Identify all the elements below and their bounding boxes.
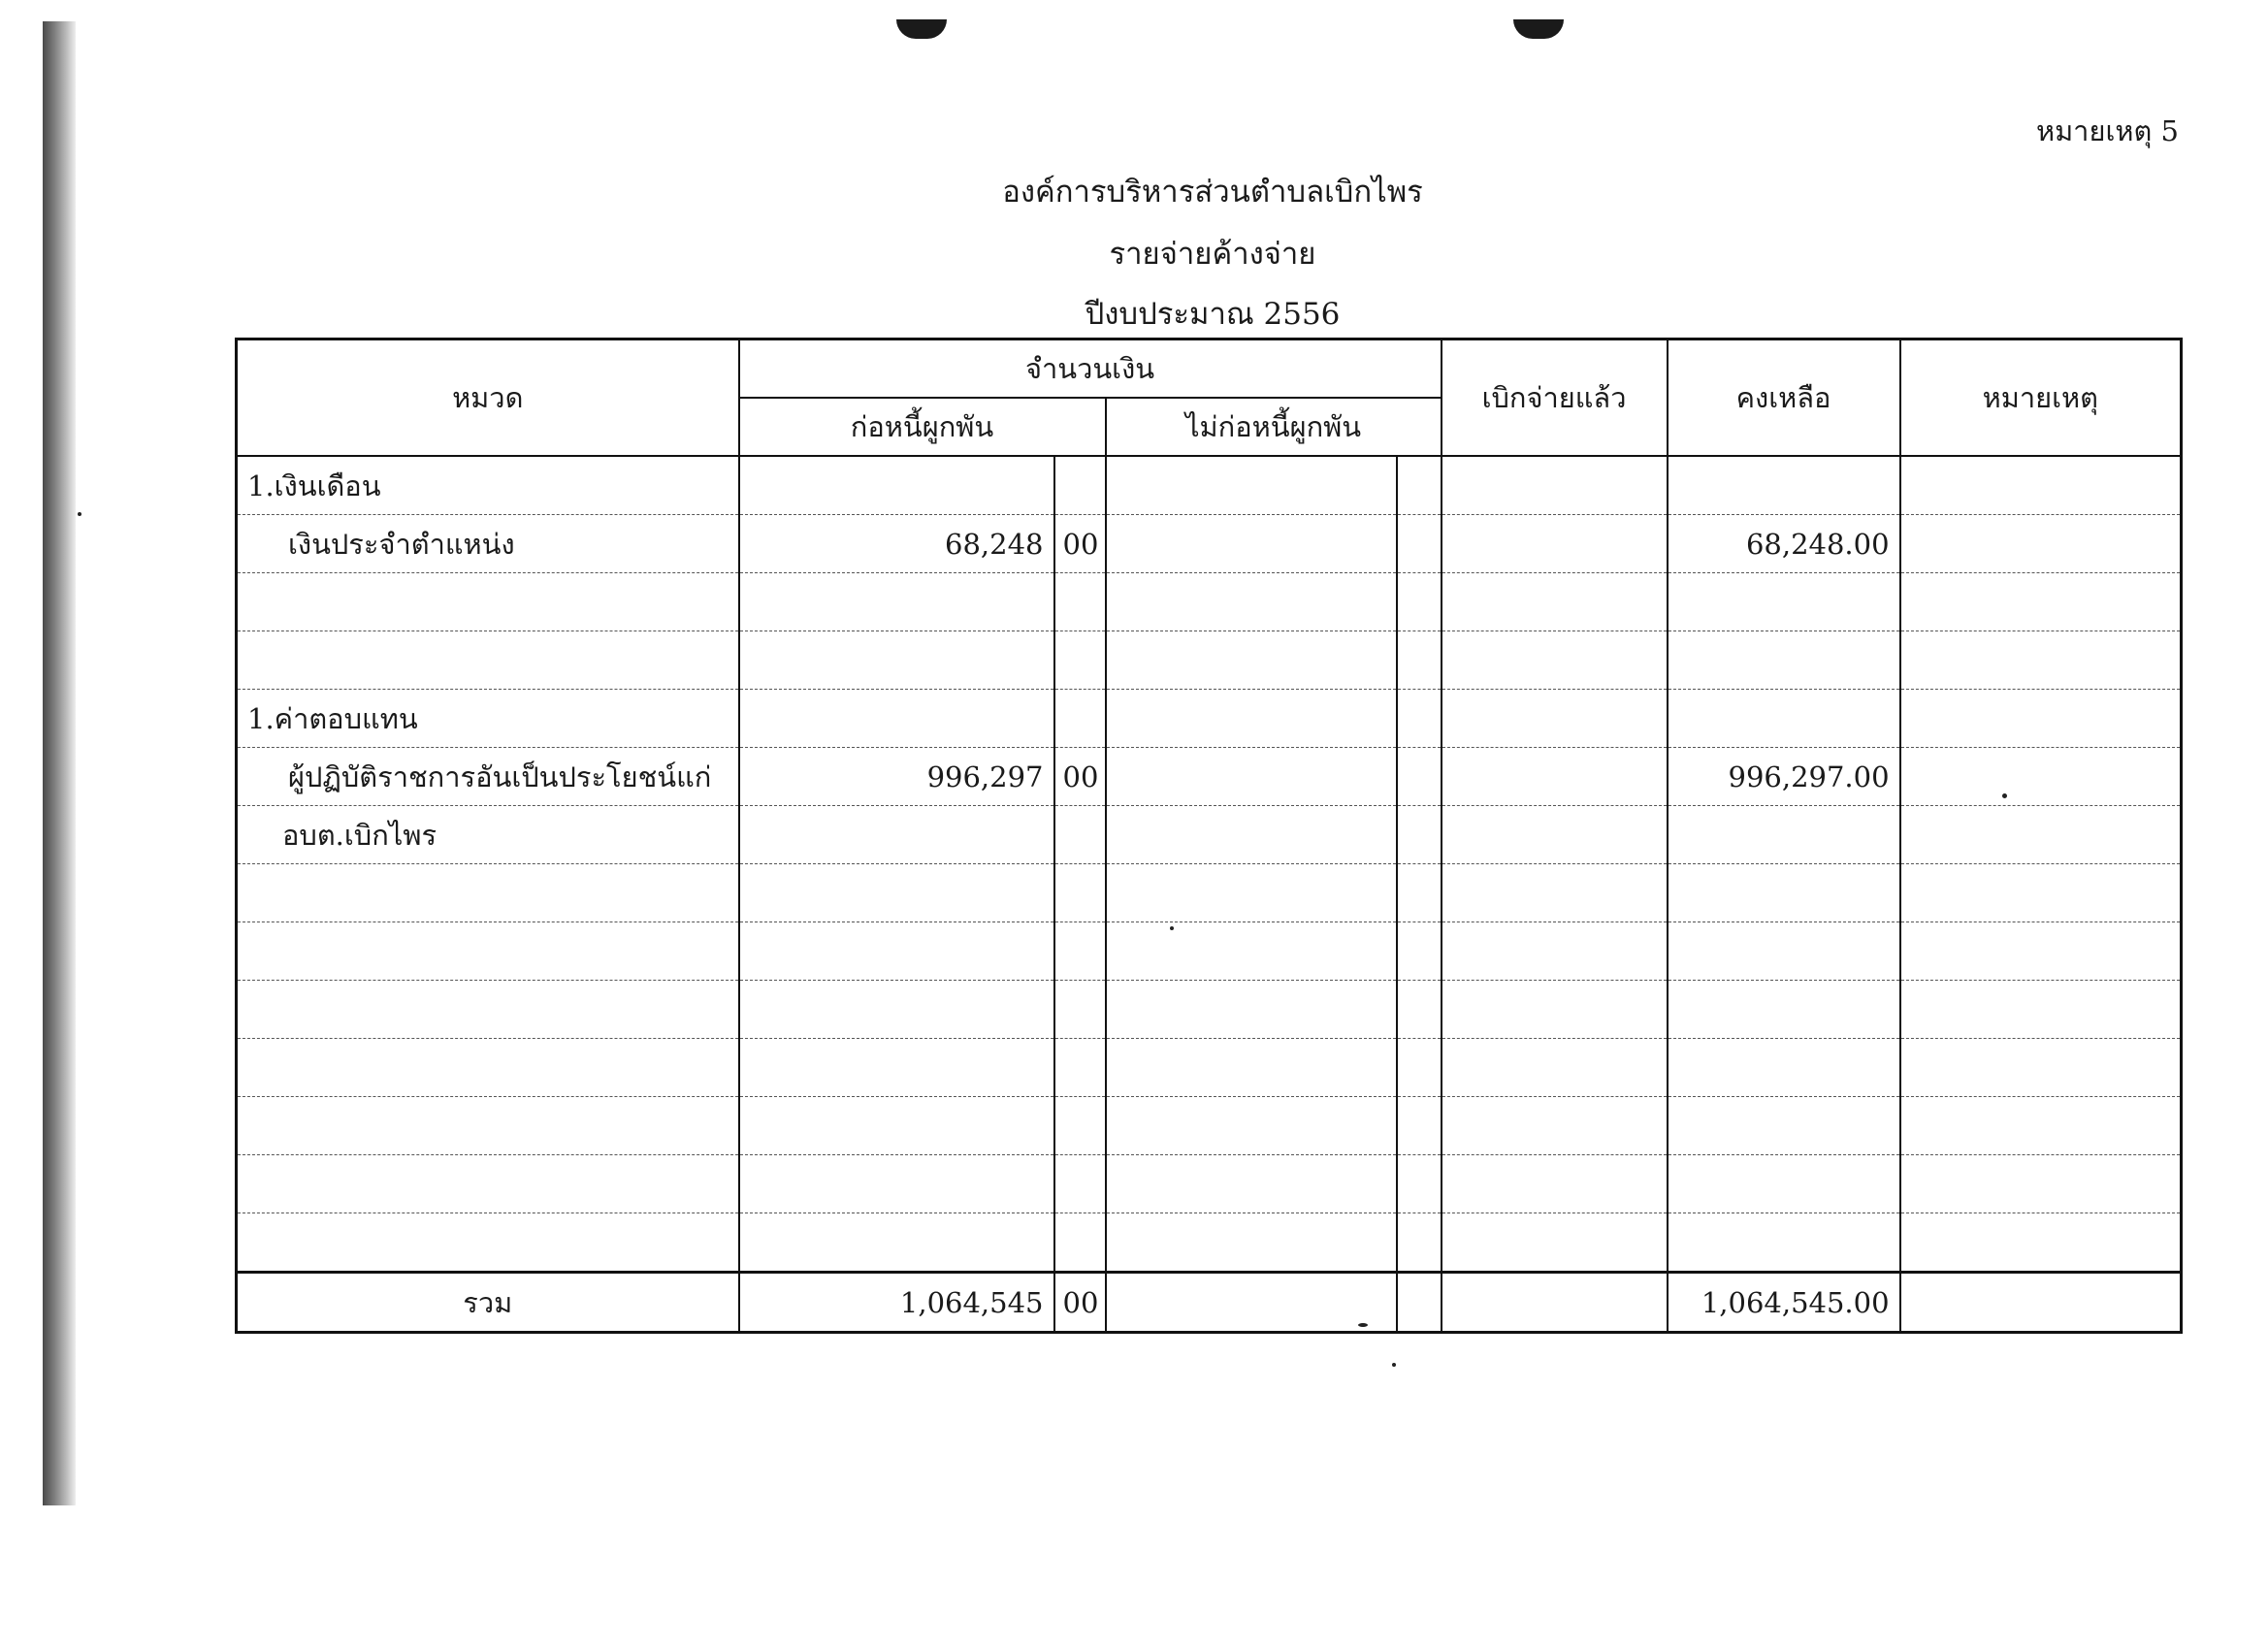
total-label: รวม: [237, 1273, 739, 1333]
row-encumbered-satang: [1054, 1155, 1106, 1213]
col-header-not-encumbered: ไม่ก่อหนี้ผูกพัน: [1106, 398, 1442, 456]
row-remaining: [1668, 1097, 1900, 1155]
row-encumbered-satang: [1054, 456, 1106, 515]
punch-hole-right: [1513, 19, 1564, 39]
org-name: องค์การบริหารส่วนตำบลเบิกไพร: [1002, 175, 1423, 210]
row-encumbered-satang: [1054, 864, 1106, 922]
row-remark: [1900, 631, 2182, 690]
total-disbursed: [1442, 1273, 1668, 1333]
table-body: [237, 456, 2182, 1333]
row-encumbered-baht: [739, 1097, 1054, 1155]
row-remaining: [1668, 806, 1900, 864]
row-encumbered-baht: [739, 864, 1054, 922]
row-not-encumbered-satang: [1397, 456, 1442, 515]
report-title: รายจ่ายค้างจ่าย: [1109, 237, 1316, 272]
row-not-encumbered-satang: [1397, 1039, 1442, 1097]
row-category: ผู้ปฏิบัติราชการอันเป็นประโยชน์แก่: [237, 748, 739, 806]
row-disbursed: [1442, 690, 1668, 748]
row-not-encumbered-satang: [1397, 806, 1442, 864]
table-row: [237, 806, 2182, 864]
row-category: [237, 1039, 739, 1097]
row-category: อบต.เบิกไพร: [237, 806, 739, 864]
table-row: [237, 748, 2182, 806]
table-row: [237, 981, 2182, 1039]
table-row: [237, 922, 2182, 981]
row-encumbered-satang: [1054, 981, 1106, 1039]
total-not-encumbered-satang: [1397, 1273, 1442, 1333]
total-remaining: 1,064,545.00: [1668, 1273, 1900, 1333]
row-not-encumbered-baht: [1106, 456, 1397, 515]
col-header-amount: จำนวนเงิน: [739, 340, 1442, 399]
row-category: เงินประจำตำแหน่ง: [237, 515, 739, 573]
note-number: หมายเหตุ 5: [2035, 114, 2179, 147]
row-disbursed: [1442, 573, 1668, 631]
row-remark: [1900, 981, 2182, 1039]
row-disbursed: [1442, 806, 1668, 864]
row-not-encumbered-satang: [1397, 515, 1442, 573]
row-remark: [1900, 1039, 2182, 1097]
row-remark: [1900, 806, 2182, 864]
row-not-encumbered-baht: [1106, 1039, 1397, 1097]
row-remaining: [1668, 573, 1900, 631]
table-row: [237, 515, 2182, 573]
total-remark: [1900, 1273, 2182, 1333]
col-header-disbursed: เบิกจ่ายแล้ว: [1442, 340, 1668, 457]
col-header-category: หมวด: [237, 340, 739, 457]
row-remaining: [1668, 981, 1900, 1039]
row-remark: [1900, 573, 2182, 631]
row-not-encumbered-satang: [1397, 864, 1442, 922]
row-remaining: [1668, 1155, 1900, 1213]
row-remark: [1900, 1097, 2182, 1155]
row-not-encumbered-baht: [1106, 748, 1397, 806]
scan-speck: [1358, 1323, 1368, 1327]
row-encumbered-baht: [739, 1155, 1054, 1213]
row-category: [237, 1097, 739, 1155]
row-category: [237, 981, 739, 1039]
col-header-encumbered: ก่อหนี้ผูกพัน: [739, 398, 1106, 456]
row-not-encumbered-baht: [1106, 631, 1397, 690]
row-disbursed: [1442, 456, 1668, 515]
row-not-encumbered-baht: [1106, 864, 1397, 922]
col-header-remark: หมายเหตุ: [1900, 340, 2182, 457]
row-disbursed: [1442, 981, 1668, 1039]
row-not-encumbered-satang: [1397, 631, 1442, 690]
row-not-encumbered-baht: [1106, 981, 1397, 1039]
row-remark: [1900, 456, 2182, 515]
row-encumbered-satang: [1054, 690, 1106, 748]
row-remaining: [1668, 864, 1900, 922]
row-disbursed: [1442, 1097, 1668, 1155]
row-remaining: 996,297.00: [1668, 748, 1900, 806]
row-remaining: [1668, 1039, 1900, 1097]
row-encumbered-baht: 996,297: [739, 748, 1054, 806]
row-not-encumbered-baht: [1106, 573, 1397, 631]
table-row: [237, 1039, 2182, 1097]
row-disbursed: [1442, 864, 1668, 922]
row-not-encumbered-satang: [1397, 1213, 1442, 1273]
row-remaining: [1668, 1213, 1900, 1273]
row-encumbered-baht: [739, 922, 1054, 981]
table-row: [237, 1097, 2182, 1155]
row-disbursed: [1442, 1155, 1668, 1213]
row-not-encumbered-satang: [1397, 981, 1442, 1039]
row-not-encumbered-baht: [1106, 1097, 1397, 1155]
row-remaining: [1668, 456, 1900, 515]
row-encumbered-satang: [1054, 1213, 1106, 1273]
table-row: [237, 690, 2182, 748]
row-encumbered-baht: 68,248: [739, 515, 1054, 573]
row-remark: [1900, 922, 2182, 981]
row-remaining: [1668, 690, 1900, 748]
row-not-encumbered-satang: [1397, 573, 1442, 631]
row-disbursed: [1442, 1039, 1668, 1097]
row-encumbered-baht: [739, 573, 1054, 631]
row-encumbered-baht: [739, 1039, 1054, 1097]
row-disbursed: [1442, 1213, 1668, 1273]
table-row: [237, 573, 2182, 631]
row-remark: [1900, 748, 2182, 806]
row-category: [237, 1155, 739, 1213]
row-category: 1.ค่าตอบแทน: [237, 690, 739, 748]
row-encumbered-satang: [1054, 1039, 1106, 1097]
row-not-encumbered-baht: [1106, 1155, 1397, 1213]
row-encumbered-baht: [739, 690, 1054, 748]
row-not-encumbered-satang: [1397, 1155, 1442, 1213]
row-encumbered-satang: [1054, 1097, 1106, 1155]
table-row: [237, 631, 2182, 690]
table-header: [237, 340, 2182, 457]
row-category: [237, 864, 739, 922]
row-remaining: [1668, 631, 1900, 690]
row-not-encumbered-baht: [1106, 806, 1397, 864]
row-category: [237, 573, 739, 631]
row-encumbered-baht: [739, 631, 1054, 690]
row-encumbered-satang: [1054, 631, 1106, 690]
row-not-encumbered-satang: [1397, 1097, 1442, 1155]
row-not-encumbered-satang: [1397, 690, 1442, 748]
row-remark: [1900, 515, 2182, 573]
row-not-encumbered-baht: [1106, 515, 1397, 573]
row-encumbered-satang: [1054, 806, 1106, 864]
table-row: [237, 456, 2182, 515]
row-disbursed: [1442, 922, 1668, 981]
col-header-remaining: คงเหลือ: [1668, 340, 1900, 457]
table-row: [237, 1213, 2182, 1273]
row-category: [237, 1213, 739, 1273]
punch-hole-left: [896, 19, 947, 39]
row-not-encumbered-baht: [1106, 690, 1397, 748]
scan-speck: [78, 512, 81, 516]
total-row: [237, 1273, 2182, 1333]
row-encumbered-satang: 00: [1054, 748, 1106, 806]
scan-speck: [1392, 1363, 1396, 1367]
table-row: [237, 864, 2182, 922]
row-remaining: 68,248.00: [1668, 515, 1900, 573]
row-not-encumbered-baht: [1106, 922, 1397, 981]
row-category: [237, 631, 739, 690]
row-remark: [1900, 1213, 2182, 1273]
row-disbursed: [1442, 748, 1668, 806]
scan-speck: [1170, 926, 1174, 930]
row-remark: [1900, 690, 2182, 748]
total-encumbered-baht: 1,064,545: [739, 1273, 1054, 1333]
row-encumbered-baht: [739, 806, 1054, 864]
row-not-encumbered-baht: [1106, 1213, 1397, 1273]
row-category: 1.เงินเดือน: [237, 456, 739, 515]
row-encumbered-baht: [739, 456, 1054, 515]
row-encumbered-satang: 00: [1054, 515, 1106, 573]
table-row: [237, 1155, 2182, 1213]
row-encumbered-baht: [739, 1213, 1054, 1273]
fiscal-year: ปีงบประมาณ 2556: [1085, 297, 1341, 332]
row-remark: [1900, 864, 2182, 922]
row-remark: [1900, 1155, 2182, 1213]
row-encumbered-satang: [1054, 922, 1106, 981]
row-category: [237, 922, 739, 981]
row-encumbered-baht: [739, 981, 1054, 1039]
row-not-encumbered-satang: [1397, 922, 1442, 981]
outstanding-expenses-table: [235, 338, 2183, 1334]
row-disbursed: [1442, 515, 1668, 573]
total-encumbered-satang: 00: [1054, 1273, 1106, 1333]
row-remaining: [1668, 922, 1900, 981]
row-disbursed: [1442, 631, 1668, 690]
row-encumbered-satang: [1054, 573, 1106, 631]
scan-speck: [2002, 793, 2007, 798]
row-not-encumbered-satang: [1397, 748, 1442, 806]
total-not-encumbered-baht: [1106, 1273, 1397, 1333]
